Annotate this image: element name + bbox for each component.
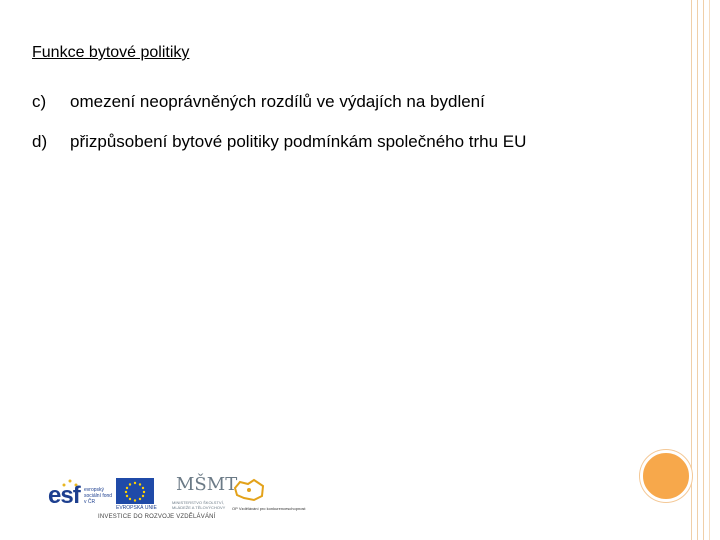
msmt-mark: MŠMT bbox=[176, 474, 238, 495]
list-item bbox=[32, 92, 485, 112]
decorative-border-line bbox=[703, 0, 704, 540]
msmt-logo bbox=[172, 474, 238, 514]
list-marker: d) bbox=[32, 132, 48, 151]
czech-map-icon bbox=[232, 478, 266, 504]
esf-logo bbox=[46, 478, 113, 512]
decorative-border-line bbox=[697, 0, 698, 540]
list-marker: c) bbox=[32, 92, 47, 111]
tagline: INVESTICE DO ROZVOJE VZDĚLÁVÁNÍ bbox=[98, 514, 216, 520]
slide-heading: Funkce bytové politiky bbox=[32, 44, 190, 61]
list-item bbox=[32, 132, 526, 152]
eu-stars-icon bbox=[116, 478, 154, 504]
footer-logo-strip bbox=[46, 474, 306, 524]
msmt-text: MINISTERSTVO ŠKOLSTVÍ, MLÁDEŽE A TĚLOVÝCHOVY bbox=[172, 500, 226, 510]
list-item-text: omezení neoprávněných rozdílů ve výdajích na bydlení bbox=[70, 92, 485, 111]
op-text: OP Vzdělávání pro konkurenceschopnost bbox=[232, 506, 306, 511]
list-item-text: přizpůsobení bytové politiky podmínkám společného trhu EU bbox=[70, 132, 527, 151]
decorative-circle bbox=[640, 450, 692, 502]
decorative-border-line bbox=[709, 0, 710, 540]
eu-text: EVROPSKÁ UNIE bbox=[116, 505, 157, 511]
op-logo bbox=[232, 478, 306, 514]
decorative-border-line bbox=[691, 0, 692, 540]
esf-text: evropský sociální fond v ČR bbox=[84, 487, 113, 505]
eu-flag bbox=[116, 478, 154, 504]
esf-mark: esf bbox=[48, 482, 80, 509]
